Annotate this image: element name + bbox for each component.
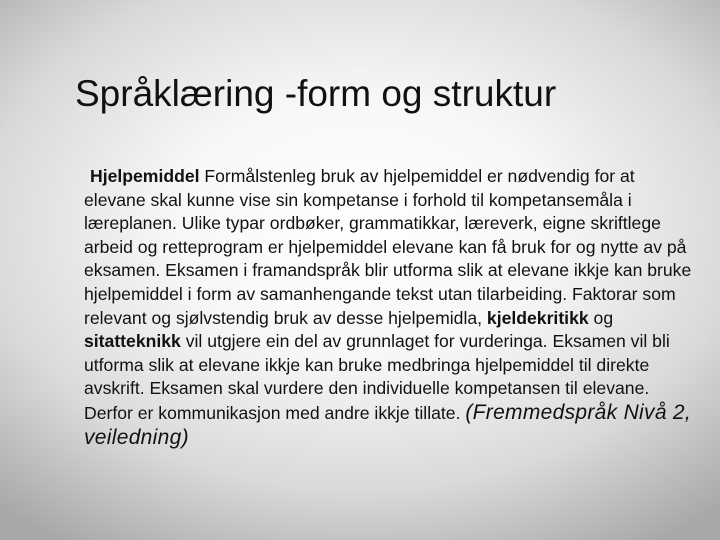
body-citation: (Fremmedspråk Nivå 2, veiledning) [84,400,692,449]
body-connector: og [588,307,614,328]
body-term-sitatteknikk: sitatteknikk [84,331,181,352]
body-text-part-1: Formålstenleg bruk av hjelpemiddel er nødvendig for at elevane skal kunne vise sin kompetanse i forhold til kompetansemåla i læreplanen. Ulike typar ordbøker, grammatikkar, læreverk, eigne skriftlege arbeid og retteprogram er hjelpemiddel elevane kan få bruk for og nytte av på eksamen. Eksamen i framandspråk blir utforma slik at elevane ikkje kan bruke hjelpemiddel i form av samanhengande tekst utan tilarbeiding. Faktorar som relevant og sjølvstendig bruk av desse hjelpemidla, [84,166,692,328]
slide-body-text [84,165,694,450]
body-text-part-2: vil utgjere ein del av grunnlaget for vurderinga. Eksamen vil bli utforma slik at elevane ikkje kan bruke medbringa hjelpemiddel til direkte avskrift. Eksamen skal vurdere den individuelle kompetansen til elevane. Derfor er kommunikasjon med andre ikkje tillate. [84,331,670,423]
slide-title: Språklæring -form og struktur [75,73,557,114]
body-term-kjeldekritikk: kjeldekritikk [486,307,589,328]
body-lead-term: Hjelpemiddel [90,166,200,186]
